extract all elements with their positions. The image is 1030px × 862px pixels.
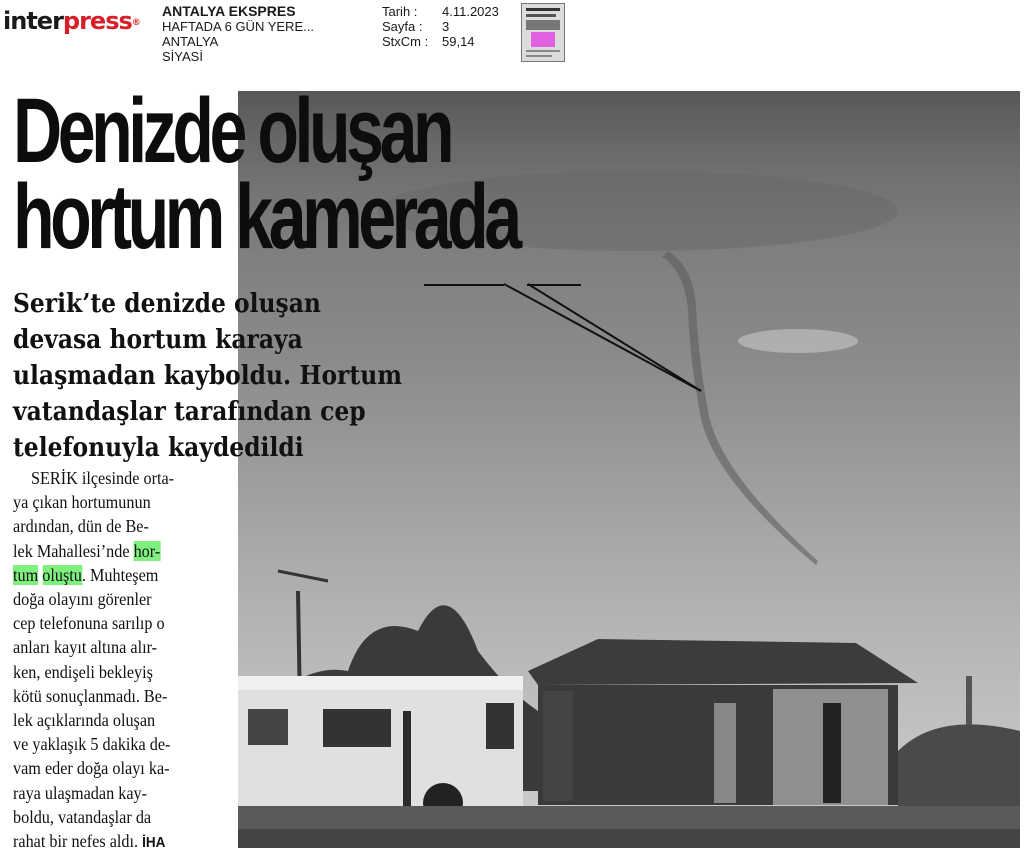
callout-rule — [424, 284, 504, 286]
body-text — [38, 565, 42, 585]
body-line: vam eder doğa olayı ka- — [13, 758, 170, 779]
body-line: raya ulaşmadan kay- — [13, 782, 148, 803]
body-line — [13, 829, 220, 855]
thumbnail-image — [526, 20, 560, 30]
body-line: ardından, dün de Be- — [13, 516, 149, 537]
meta-page-value: 3 — [442, 19, 450, 34]
callout-rule — [527, 284, 581, 286]
subhead-line: telefonuyla kaydedildi — [13, 433, 304, 463]
subhead-line: vatandaşlar tarafından cep — [13, 397, 366, 427]
subhead-line: ulaşmadan kayboldu. Hortum — [13, 361, 402, 391]
meta-stxcm-label: StxCm : — [382, 34, 429, 49]
meta-stxcm-row — [382, 34, 499, 49]
logo-registered-mark: ® — [131, 18, 140, 28]
article-subhead — [13, 286, 402, 466]
thumbnail-line — [526, 8, 560, 11]
meta-page-row — [382, 19, 499, 34]
search-highlight: hor- — [133, 540, 161, 561]
search-highlight: oluştu — [42, 564, 82, 585]
headline-line-2: hortum kamerada — [13, 166, 518, 268]
interpress-logo — [3, 6, 140, 36]
thumbnail-line — [526, 55, 552, 57]
body-line: ya çıkan hortumunun — [13, 492, 151, 513]
search-highlight: tum — [13, 564, 39, 585]
article-body — [13, 466, 220, 855]
article-headline — [13, 80, 518, 268]
page-thumbnail[interactable] — [521, 3, 565, 62]
thumbnail-line — [526, 14, 556, 17]
body-line: anları kayıt altına alır- — [13, 637, 158, 658]
agency-credit: İHA — [142, 834, 166, 852]
body-line: cep telefonuna sarılıp o — [13, 613, 165, 634]
body-text: . Muhteşem — [81, 564, 159, 585]
meta-date-row — [382, 4, 499, 19]
body-text: lek Mahallesi’nde — [13, 540, 134, 561]
logo-press: press — [62, 7, 132, 35]
meta-date-value: 4.11.2023 — [442, 4, 499, 19]
meta-stxcm-value: 59,14 — [442, 34, 475, 49]
body-line: doğa olayını görenler — [13, 589, 152, 610]
body-line: SERİK ilçesinde orta- — [31, 468, 175, 488]
body-line: ve yaklaşık 5 dakika de- — [13, 734, 171, 755]
meta-date-label: Tarih : — [382, 4, 418, 19]
publication-info — [162, 4, 362, 64]
body-line: kötü sonuçlanmadı. Be- — [13, 685, 168, 706]
clipping-meta — [382, 4, 499, 49]
meta-page-label: Sayfa : — [382, 19, 423, 34]
subhead-line: Serik’te denizde oluşan — [13, 289, 321, 319]
publication-city: ANTALYA — [162, 34, 219, 49]
thumbnail-highlight — [531, 32, 555, 47]
subhead-line: devasa hortum karaya — [13, 325, 303, 355]
body-line — [13, 563, 220, 587]
logo-inter: inter — [3, 7, 63, 35]
body-text: rahat bir nefes aldı. — [13, 831, 143, 852]
publication-frequency: HAFTADA 6 GÜN YERE... — [162, 19, 314, 34]
body-line — [13, 539, 220, 563]
thumbnail-line — [526, 50, 560, 52]
publication-name: ANTALYA EKSPRES — [162, 3, 296, 19]
body-line: lek açıklarında oluşan — [13, 710, 156, 731]
publication-category: SİYASİ — [162, 49, 203, 64]
body-line: boldu, vatandaşlar da — [13, 806, 152, 827]
body-line: ken, endişeli bekleyiş — [13, 661, 153, 682]
headline-line-1: Denizde oluşan — [13, 80, 451, 182]
